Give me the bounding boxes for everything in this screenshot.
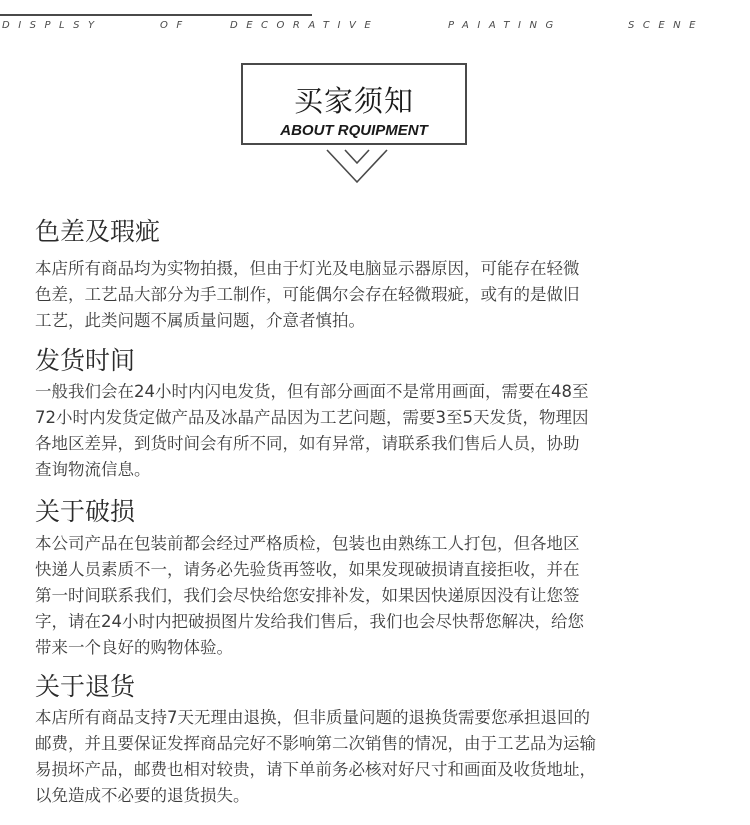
section-title-returns: 关于退货: [35, 672, 136, 701]
body-line: 快递人员素质不一，请务必先验货再签收，如果发现破损请直接拒收，并在: [35, 560, 580, 579]
body-line: 第一时间联系我们，我们会尽快给您安排补发，如果因快递原因没有让您签: [35, 586, 580, 605]
body-line: 色差，工艺品大部分为手工制作，可能偶尔会存在轻微瑕疵，或有的是做旧: [35, 285, 580, 304]
body-line: 本店所有商品支持7天无理由退换，但非质量问题的退换货需要您承担退回的: [35, 708, 590, 727]
body-line: 易损坏产品，邮费也相对较贵，请下单前务必核对好尺寸和画面及收货地址，: [35, 760, 596, 779]
body-line: 以免造成不必要的退货损失。: [35, 786, 250, 805]
banner-word: DECORATIVE: [230, 20, 380, 31]
body-line: 本店所有商品均为实物拍摄，但由于灯光及电脑显示器原因，可能存在轻微: [35, 259, 580, 278]
section-title-shipping-time: 发货时间: [35, 346, 136, 375]
section-body-color-difference: [35, 256, 580, 334]
body-line: 邮费，并且要保证发挥商品完好不影响第二次销售的情况，由于工艺品为运输: [35, 734, 596, 753]
body-line: 查询物流信息。: [35, 460, 151, 479]
top-banner: [0, 0, 750, 40]
banner-text: [0, 20, 750, 36]
page-subtitle: ABOUT RQUIPMENT: [280, 122, 428, 139]
body-line: 本公司产品在包装前都会经过严格质检，包装也由熟练工人打包，但各地区: [35, 534, 580, 553]
banner-word: SCENE: [628, 20, 704, 31]
top-rule-line: [0, 14, 312, 16]
banner-word: PAIATING: [448, 20, 562, 31]
section-title-color-difference: 色差及瑕疵: [35, 217, 161, 246]
section-body-shipping-time: [35, 379, 589, 483]
chevron-down-icon: [325, 146, 389, 186]
body-line: 带来一个良好的购物体验。: [35, 638, 233, 657]
section-title-damage: 关于破损: [35, 497, 136, 526]
header-box: [241, 63, 467, 145]
body-line: 一般我们会在24小时内闪电发货，但有部分画面不是常用画面，需要在48至: [35, 382, 589, 401]
body-line: 72小时内发货定做产品及冰晶产品因为工艺问题，需要3至5天发货，物理因: [35, 408, 589, 427]
body-line: 工艺，此类问题不属质量问题，介意者慎拍。: [35, 311, 365, 330]
page-title: 买家须知: [293, 84, 414, 118]
banner-word: DISPLSY: [2, 20, 103, 31]
section-body-damage: [35, 531, 584, 661]
section-body-returns: [35, 705, 596, 809]
body-line: 字，请在24小时内把破损图片发给我们售后，我们也会尽快帮您解决，给您: [35, 612, 584, 631]
body-line: 各地区差异，到货时间会有所不同，如有异常，请联系我们售后人员，协助: [35, 434, 580, 453]
banner-word: OF: [160, 20, 191, 31]
